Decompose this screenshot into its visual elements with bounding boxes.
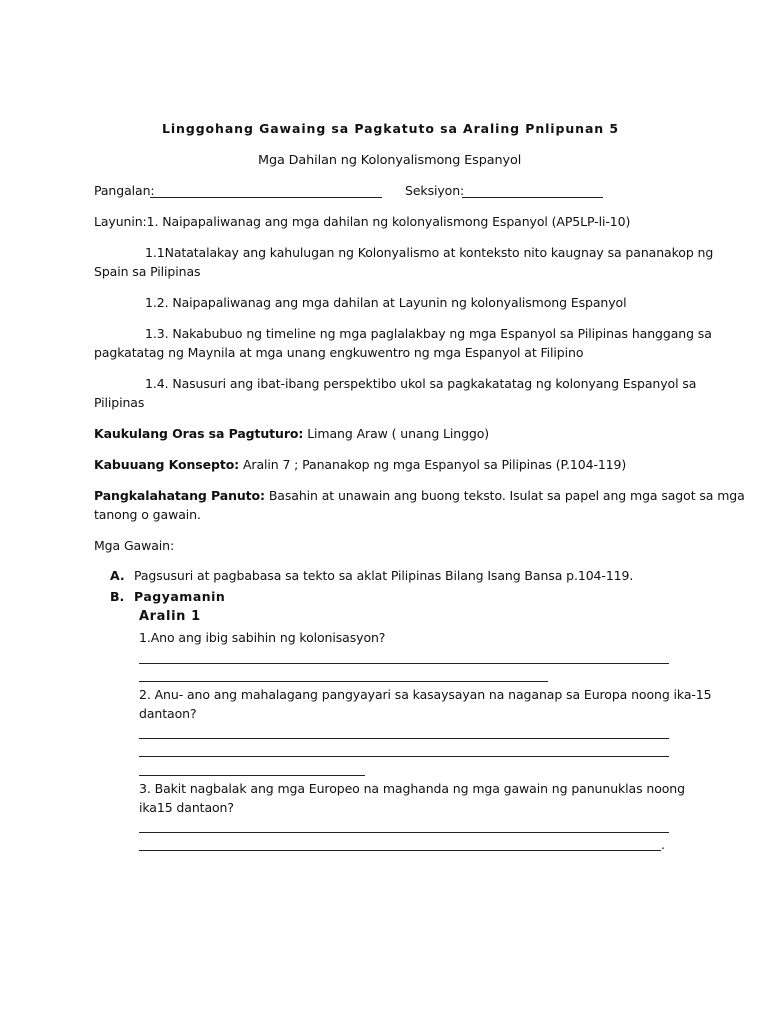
gawain-item-b: Pagyamanin (134, 589, 226, 604)
list-marker-b: B. (110, 589, 125, 604)
konsepto-line (94, 457, 626, 473)
panuto-line (94, 488, 745, 504)
section-label: Seksiyon: (405, 183, 465, 198)
question-2: 2. Anu- ano ang mahalagang pangyayari sa kasaysayan na naganap sa Europa noong ika-15 (139, 687, 712, 702)
konsepto-value: Aralin 7 ; Pananakop ng mga Espanyol sa Pilipinas (P.104-119) (242, 457, 627, 472)
konsepto-label: Kabuuang Konsepto: (94, 457, 240, 472)
name-label: Pangalan: (94, 183, 155, 198)
layunin-item-1-1-cont: Spain sa Pilipinas (94, 264, 201, 279)
layunin-item-1-3-cont: pagkatatag ng Maynila at mga unang engkuwentro ng mga Espanyol at Filipino (94, 345, 584, 360)
gawain-heading: Mga Gawain: (94, 538, 175, 553)
answer-line-1a[interactable] (139, 663, 669, 664)
question-1: 1.Ano ang ibig sabihin ng kolonisasyon? (139, 630, 386, 645)
layunin-item-1-4: 1.4. Nasusuri ang ibat-ibang perspektibo ukol sa pagkakatatag ng kolonyang Espanyol sa (145, 376, 697, 391)
oras-value: Limang Araw ( unang Linggo) (307, 426, 490, 441)
layunin-item-1-2: 1.2. Naipapaliwanag ang mga dahilan at Layunin ng kolonyalismong Espanyol (145, 295, 627, 310)
layunin-intro: Layunin:1. Naipapaliwanag ang mga dahilan ng kolonyalismong Espanyol (AP5LP-li-10) (94, 214, 631, 229)
layunin-item-1-3: 1.3. Nakabubuo ng timeline ng mga paglalakbay ng mga Espanyol sa Pilipinas hanggang sa (145, 326, 712, 341)
oras-label: Kaukulang Oras sa Pagtuturo: (94, 426, 304, 441)
question-2-cont: dantaon? (139, 706, 197, 721)
worksheet-subtitle: Mga Dahilan ng Kolonyalismong Espanyol (258, 153, 522, 168)
answer-line-2c[interactable] (139, 775, 365, 776)
question-3: 3. Bakit nagbalak ang mga Europeo na maghanda ng mga gawain ng panunuklas noong (139, 781, 685, 796)
list-marker-a: A. (110, 568, 125, 583)
aralin-heading: Aralin 1 (139, 609, 201, 624)
answer-line-1b[interactable] (139, 681, 548, 682)
answer-line-3a[interactable] (139, 832, 669, 833)
worksheet-title: Linggohang Gawaing sa Pagkatuto sa Araling Pnlipunan 5 (162, 121, 619, 136)
panuto-label: Pangkalahatang Panuto: (94, 488, 265, 503)
answer-line-2a[interactable] (139, 738, 669, 739)
panuto-value: Basahin at unawain ang buong teksto. Isulat sa papel ang mga sagot sa mga (268, 488, 745, 503)
name-blank-line[interactable] (150, 197, 382, 198)
question-3-cont: ika15 dantaon? (139, 800, 234, 815)
panuto-value-cont: tanong o gawain. (94, 507, 201, 522)
gawain-item-a: Pagsusuri at pagbabasa sa tekto sa aklat Pilipinas Bilang Isang Bansa p.104-119. (134, 568, 634, 583)
layunin-item-1-4-cont: Pilipinas (94, 395, 145, 410)
answer-line-3b[interactable] (139, 850, 661, 851)
oras-line (94, 426, 489, 442)
end-period: . (661, 837, 665, 852)
section-blank-line[interactable] (462, 197, 603, 198)
layunin-item-1-1: 1.1Natatalakay ang kahulugan ng Kolonyalismo at konteksto nito kaugnay sa pananakop ng (145, 245, 714, 260)
answer-line-2b[interactable] (139, 756, 669, 757)
